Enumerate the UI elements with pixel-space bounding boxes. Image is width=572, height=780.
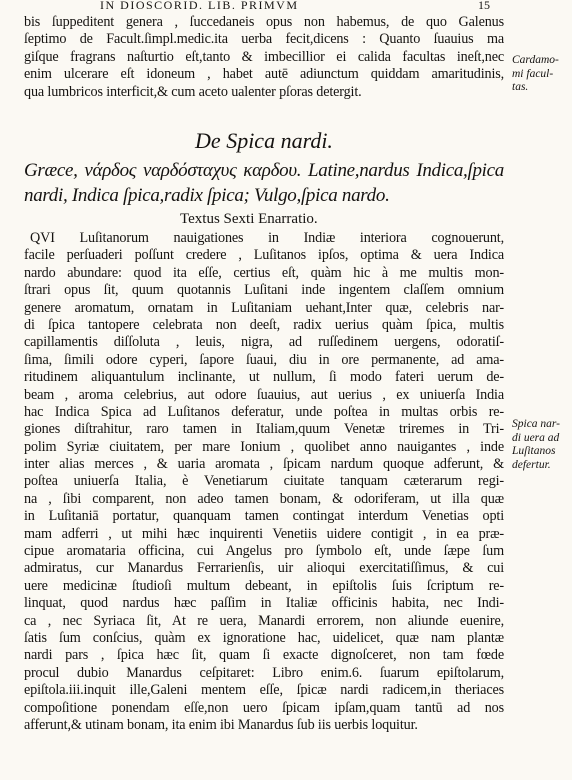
text-line: epiſtola.iii.inquit ille,Galeni mentem eſſe, ſpicæ nardi radicem,in theriaces	[24, 682, 504, 699]
text-line: facile perſuaderi poſſunt credere , Luſitanos ipſos, optima & uera Indica	[24, 247, 504, 264]
text-line: polim Syriæ ciuitatem, per mare Ionium , quolibet anno nauigantes , inde	[24, 438, 504, 455]
text-line: QVI Luſitanorum nauigationes in Indiæ interiora cognouerunt,	[30, 230, 504, 246]
text-line: compoſitione ponendam eſſe,non uero ſpicam ipſam,quam tantū ad nos	[24, 699, 504, 716]
text-line: linquat, quod nardus hæc paſſim in Italiæ officinis habita, nec Indi-	[24, 595, 504, 612]
text-line: genere aromatum, ornatam in Luſitaniam uehant,Inter quæ, celebris nar-	[24, 299, 504, 316]
text-line: nardo abundare: quod ita eſſe, certius eſt, quàm hic à me multis mon-	[24, 264, 504, 281]
text-line: beam , aroma celebrius, aut odore ſuauius, aut uerius , ex uniuerſa India	[24, 386, 504, 403]
text-line: uere medicinæ ſtudioſi multum debeant, in epiſtolis ſuis ſcriptum re-	[24, 577, 504, 594]
text-line: poſtea uniuerſa Italia, è Venetiarum ciuitate tanquam cæterarum regi-	[24, 473, 504, 490]
names-block	[24, 158, 504, 208]
main-text	[24, 230, 504, 734]
running-head	[0, 0, 572, 12]
section-subtitle: Textus Sexti Enarratio.	[180, 211, 318, 227]
margin-note-line: tas.	[512, 81, 529, 93]
section-heading: De Spica nardi.	[195, 128, 333, 153]
text-line: ſtrari opus ſit, quum quotannis Luſitani inde ingentem claſſem omnium	[24, 282, 504, 299]
names-line: Græce, νάρδος ναρδόσταχυς καρδου. Latine,nardus Indica,ſpica	[24, 160, 504, 181]
margin-note-line: Cardamo-	[512, 54, 559, 66]
margin-note-line: Luſitanos	[512, 445, 556, 457]
text-line: ſatis ſum conſcius, quàm ex ignoratione hac, uidelicet, quæ nam plantæ	[24, 629, 504, 646]
margin-note-line: defertur.	[512, 458, 551, 471]
margin-note-cardamomum	[512, 54, 570, 95]
text-line: capillamentis diſſoluta , leuis, nigra, ad ruſſedinem uergens, odoratiſ-	[24, 334, 504, 351]
names-line: nardi, Indica ſpica,radix ſpica; Vulgo,ſpica nardo.	[24, 185, 390, 206]
margin-note-line: di uera ad	[512, 431, 560, 444]
text-line: procul dubio Manardus ceſpitaret: Libro enim.6. ſuarum epiſtolarum,	[24, 664, 504, 681]
text-line: giones diſtrahitur, raro tamen in Italiam,quum Venetæ triremes in Tri-	[24, 421, 504, 438]
text-line: bis ſuppeditent genera , ſuccedaneis opus non habemus, de quo Galenus	[24, 14, 504, 30]
text-line: hac Indica Spica ad Luſitanos deferatur, unde poſtea in multas orbis re-	[24, 403, 504, 420]
text-line: di ſpica tantopere celebrata non deeſt, radix uerius quàm ſpica, multis	[24, 316, 504, 333]
text-line: inter alias merces , & uaria aromata , ſpicam nardum quoque adferunt, &	[24, 456, 504, 473]
text-line: mam adferri , ut mihi hæc inquirenti Venetiis uidere contigit , in ea præ-	[24, 525, 504, 542]
running-title: IN DIOSCORID. LIB. PRIMVM	[100, 0, 299, 12]
text-line: admiratus, cur Manardus Ferrarienſis, uir alioqui exercitatiſſimus, & cui	[24, 560, 504, 577]
text-line: ſeptimo de Facult.ſimpl.medic.ita uerba fecit,dicens : Quanto ſuauius ma	[24, 31, 504, 48]
text-line: in Luſitaniā portatur, quanquam tamen contingat interdum Venetias opti	[24, 508, 504, 525]
text-line: cipue aromataria officina, cui Angelus pro ſymbolo eſt, unde ſæpe ſum	[24, 543, 504, 560]
margin-note-line: mi facul-	[512, 67, 554, 80]
text-line: ritudinem aliquantulum inclinante, ut nullum, ſi modo fateri uerum de-	[24, 369, 504, 386]
text-line: ca , nec Syriaca ſit, At re uera, Manardi errorem, non aliunde euenire,	[24, 612, 504, 629]
text-line: qua lumbricos interficit,& cum aceto ualenter pſoras detergit.	[24, 83, 362, 100]
page-number: 15	[478, 0, 490, 12]
text-line: enim ulcerare eſt idoneum , habet autē adiunctum quiddam amaritudinis,	[24, 66, 504, 83]
text-line: giſque fragrans naſturtio eſt,tanto & imbecillior ei calida facultas ineſt,nec	[24, 48, 504, 65]
margin-note-line: Spica nar-	[512, 418, 560, 430]
text-line: ſima, ſimili odore cyperi, ſapore ſuaui, diu in ore permanente, ad ama-	[24, 351, 504, 368]
margin-note-spica	[512, 418, 570, 472]
text-line: afferunt,& utinam bonam, ita enim ibi Manardus ſub iis uerbis loquitur.	[24, 716, 418, 733]
text-line: na , ſibi comparent, non adeo tamen bonam, & odoriferam, ut illa quæ	[24, 490, 504, 507]
top-paragraph	[24, 14, 504, 101]
text-line: nardi pars , ſpica hæc ſit, quam ſi exacte dignoſceret, non tam fœde	[24, 647, 504, 664]
